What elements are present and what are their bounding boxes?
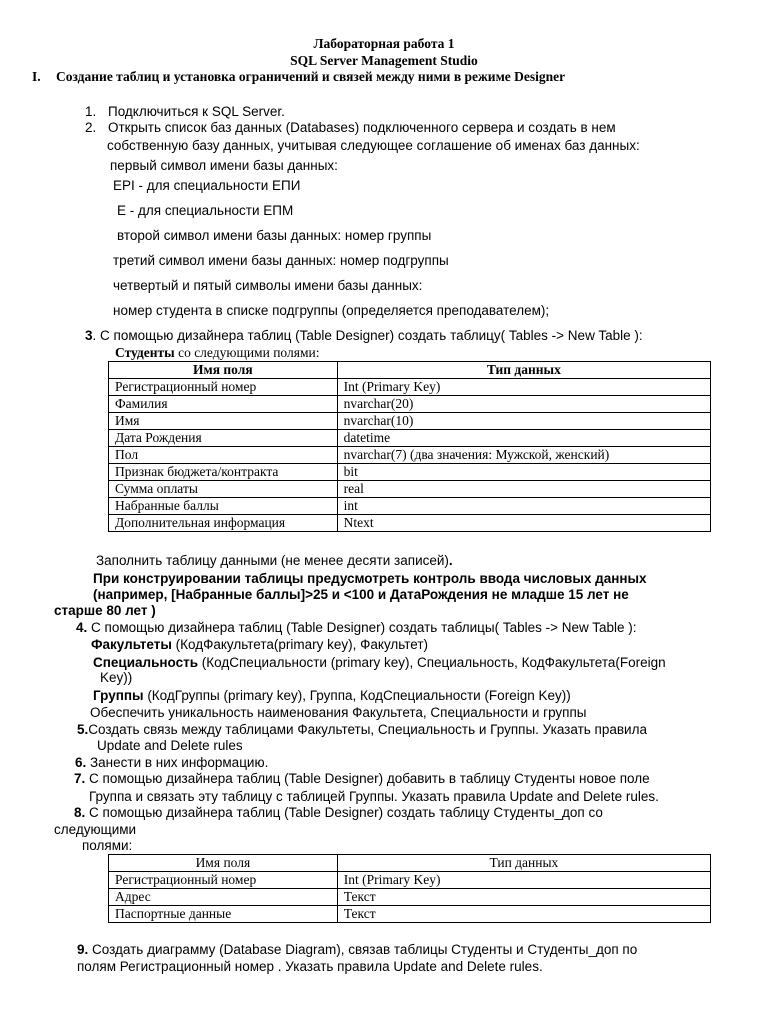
field-type: Текст <box>337 906 710 923</box>
step-5-text-cont: Update and Delete rules <box>97 738 243 753</box>
uniqueness-note: Обеспечить уникальность наименования Факультета, Специальности и группы <box>90 705 587 720</box>
naming-rule: второй символ имени базы данных: номер группы <box>117 228 432 243</box>
table-row <box>109 872 711 889</box>
students-extra-fields-table <box>108 854 711 923</box>
step-8-text-fields: полями: <box>82 838 133 853</box>
step-9-line <box>77 942 637 958</box>
table-header-row <box>109 362 711 379</box>
table-row <box>109 464 711 481</box>
step-5-line <box>77 722 647 738</box>
table-row <box>109 413 711 430</box>
step-3-number: 3 <box>85 328 93 343</box>
field-type: Текст <box>337 889 710 906</box>
field-name: Признак бюджета/контракта <box>109 464 338 481</box>
naming-rule: номер студента в списке подгруппы (определяется преподавателем); <box>113 303 550 318</box>
field-name: Фамилия <box>109 396 338 413</box>
field-type: nvarchar(20) <box>337 396 710 413</box>
step-7-text-cont: Группа и связать эту таблицу с таблицей Группы. Указать правила Update and Delete rules. <box>89 789 659 804</box>
constraint-text: старше 80 лет ) <box>54 603 156 618</box>
table-name-speciality: Специальность <box>93 655 199 670</box>
field-type: Ntext <box>337 515 710 532</box>
table-row <box>109 379 711 396</box>
column-header: Имя поля <box>109 855 338 872</box>
constraint-text: (например, [Набранные баллы]>25 и <100 и ДатаРождения не младше 15 лет не <box>93 587 629 602</box>
field-name: Пол <box>109 447 338 464</box>
table-name-faculties: Факультеты <box>91 637 172 652</box>
field-name: Адрес <box>109 889 338 906</box>
step-2-text-cont: собственную базу данных, учитывая следующее соглашение об именах баз данных: <box>107 138 640 153</box>
field-type: int <box>337 498 710 515</box>
step-4-line <box>76 620 637 636</box>
table-row <box>109 481 711 498</box>
step-7-number: 7. <box>74 771 86 786</box>
table-name-groups: Группы <box>93 688 144 703</box>
column-header: Тип данных <box>337 855 710 872</box>
constraint-text: При конструировании таблицы предусмотреть контроль ввода числовых данных <box>93 571 647 586</box>
naming-rule: первый символ имени базы данных: <box>110 158 338 173</box>
speciality-fields: (КодСпециальности (primary key), Специальность, КодФакультета(Foreign <box>198 655 666 670</box>
step-9-text: Создать диаграмму (Database Diagram), связав таблицы Студенты и Студенты_доп по <box>88 942 638 957</box>
field-type: nvarchar(7) (два значения: Мужской, женский) <box>337 447 710 464</box>
step-7-line <box>74 771 650 787</box>
field-name: Регистрационный номер <box>109 379 338 396</box>
step-8-text: С помощью дизайнера таблиц (Table Designer) создать таблицу Студенты_доп со <box>85 805 603 820</box>
field-type: bit <box>337 464 710 481</box>
step-9-number: 9. <box>77 942 89 957</box>
step-2-text: Открыть список баз данных (Databases) подключенного сервера и создать в нем <box>108 120 616 135</box>
step-5-text: Создать связь между таблицами Факультеты, Специальность и Группы. Указать правила <box>88 722 647 737</box>
step-8-line <box>74 805 603 821</box>
field-type: datetime <box>337 430 710 447</box>
step-3-text: . С помощью дизайнера таблиц (Table Designer) создать таблицу( Tables -> New Table ): <box>92 328 643 343</box>
naming-rule: EPI - для специальности ЕПИ <box>113 178 301 193</box>
step-6-text: Занести в них информацию. <box>86 755 269 770</box>
naming-rule: четвертый и пятый символы имени базы данных: <box>113 278 423 293</box>
step-8-number: 8. <box>74 805 86 820</box>
step-1-number: 1. <box>85 104 97 119</box>
step-1-text: Подключиться к SQL Server. <box>108 104 285 119</box>
field-type: Int (Primary Key) <box>337 379 710 396</box>
field-name: Набранные баллы <box>109 498 338 515</box>
students-fields-table <box>108 361 711 532</box>
step-4-number: 4. <box>76 620 88 635</box>
field-name: Имя <box>109 413 338 430</box>
field-name: Паспортные данные <box>109 906 338 923</box>
step-8-text-cont: следующими <box>54 822 137 837</box>
field-name: Сумма оплаты <box>109 481 338 498</box>
step-5-number: 5. <box>77 722 89 737</box>
doc-title: Лабораторная работа 1 <box>313 36 455 51</box>
naming-rule: E - для специальности ЕПМ <box>117 203 294 218</box>
table-header-row <box>109 855 711 872</box>
field-name: Дата Рождения <box>109 430 338 447</box>
step-6-number: 6. <box>75 755 87 770</box>
table-row <box>109 515 711 532</box>
fill-instruction-line <box>96 553 453 569</box>
speciality-line <box>93 655 666 671</box>
table-desc: со следующими полями: <box>174 345 320 360</box>
fill-instruction: Заполнить таблицу данными (не менее десяти записей) <box>96 553 449 568</box>
field-type: real <box>337 481 710 498</box>
groups-fields: (КодГруппы (primary key), Группа, КодСпециальности (Foreign Key)) <box>143 688 571 703</box>
faculties-fields: (КодФакультета(primary key), Факультет) <box>171 637 429 652</box>
groups-line <box>93 688 571 704</box>
table-row <box>109 889 711 906</box>
step-4-text: С помощью дизайнера таблиц (Table Designer) создать таблицы( Tables -> New Table ): <box>87 620 637 635</box>
step-3-line <box>85 328 643 344</box>
section-number: I. <box>32 69 41 84</box>
column-header: Имя поля <box>109 362 338 379</box>
step-2-number: 2. <box>85 120 97 135</box>
step-9-text-cont: полям Регистрационный номер . Указать правила Update and Delete rules. <box>77 959 543 974</box>
section-title: Создание таблиц и установка ограничений и связей между ними в режиме Designer <box>56 69 566 84</box>
table-row <box>109 430 711 447</box>
column-header: Тип данных <box>337 362 710 379</box>
naming-rule: третий символ имени базы данных: номер подгруппы <box>113 253 449 268</box>
table-row <box>109 906 711 923</box>
table-name-students: Студенты <box>115 345 175 360</box>
field-type: nvarchar(10) <box>337 413 710 430</box>
field-type: Int (Primary Key) <box>337 872 710 889</box>
speciality-fields-cont: Key)) <box>100 670 133 685</box>
doc-subtitle: SQL Server Management Studio <box>290 53 478 68</box>
step-6-line <box>75 755 268 771</box>
table-row <box>109 447 711 464</box>
table-row <box>109 498 711 515</box>
table-row <box>109 396 711 413</box>
step-3-table-line <box>115 345 319 361</box>
field-name: Регистрационный номер <box>109 872 338 889</box>
step-7-text: С помощью дизайнера таблиц (Table Designer) добавить в таблицу Студенты новое поле <box>85 771 650 786</box>
faculties-line <box>91 637 428 653</box>
fill-dot: . <box>448 553 453 568</box>
field-name: Дополнительная информация <box>109 515 338 532</box>
